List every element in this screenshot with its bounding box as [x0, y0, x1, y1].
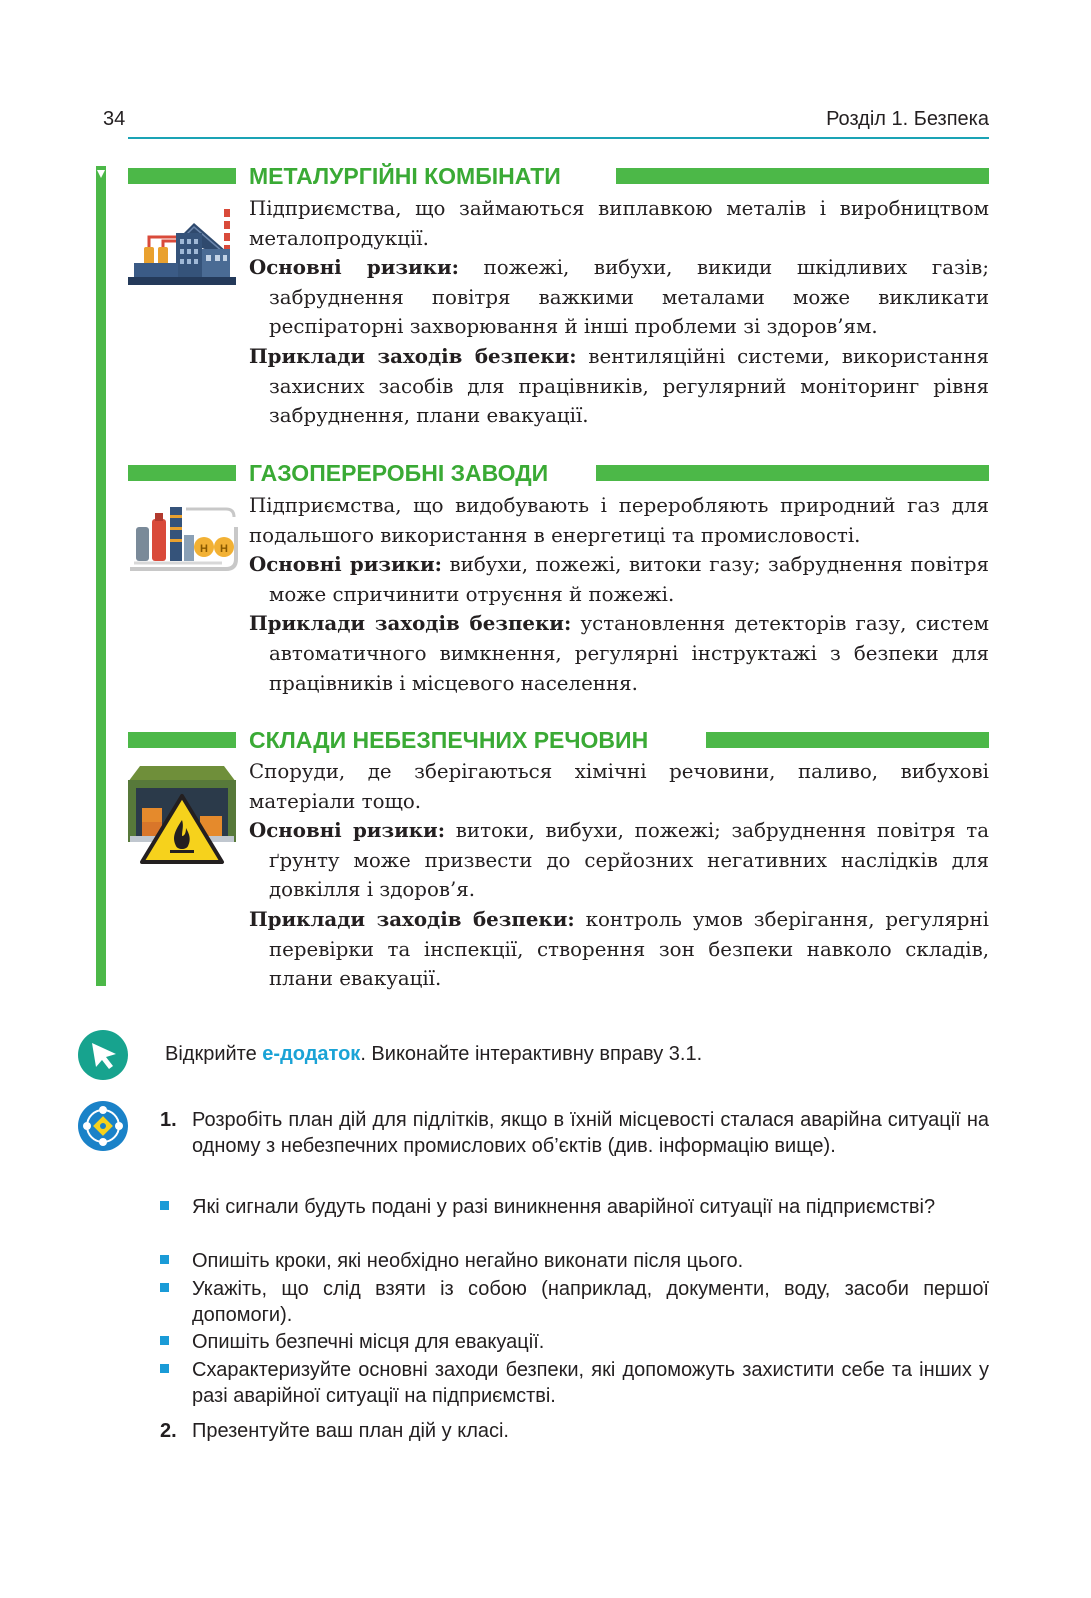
warehouse-fire-icon — [126, 760, 238, 866]
section-sidebar-bar — [96, 166, 106, 986]
sidebar-arrow-icon — [97, 170, 105, 178]
section-bar-right — [706, 732, 989, 748]
section-intro: Підприємства, що видобувають і переробляють природний газ для подальшого використання в енергетиці та промисловості. — [249, 494, 989, 547]
svg-text:H: H — [220, 543, 228, 555]
group-work-icon — [78, 1101, 128, 1151]
gas-plant-icon — [126, 497, 240, 577]
risks-label: Основні ризики: — [249, 818, 446, 843]
section-bar-left — [128, 465, 236, 481]
task-text — [192, 1107, 989, 1159]
task-1-text: Розробіть план дій для підлітків, якщо в їхній місцевості сталася аварійна ситуації на одному з небезпечних промислових об’єктів (див. інформацію вище). — [192, 1109, 989, 1157]
risks-text: пожежі, вибухи, викиди шкідливих газів; забруднення повітря важкими металами може викликати респіраторні захворювання й інші проблеми зі здоров’ям. — [269, 256, 989, 339]
task-bullet — [192, 1248, 989, 1274]
measures-text: вентиляційні системи, використання захисних засобів для працівників, регулярний моніторинг рівня забруднення, плани евакуації. — [269, 344, 989, 428]
bullet-text: Укажіть, що слід взяти із собою (наприклад, документи, воду, засоби першої допомоги). — [192, 1278, 989, 1326]
bullet-marker — [160, 1255, 169, 1264]
risks-paragraph — [249, 253, 989, 342]
task-number: 2. — [160, 1420, 177, 1442]
svg-text:H: H — [200, 543, 208, 555]
cursor-click-icon[interactable] — [78, 1030, 128, 1080]
task-bullet — [192, 1194, 989, 1220]
e-app-link[interactable]: е-додаток — [262, 1043, 361, 1065]
bullet-text: Які сигнали будуть подані у разі виникнення аварійної ситуації на підприємстві? — [192, 1196, 936, 1218]
section-bar-right — [616, 168, 989, 184]
factory-icon — [128, 203, 236, 285]
risks-paragraph — [249, 550, 989, 609]
risks-text: вибухи, пожежі, витоки газу; забруднення повітря може спричинити отруєння й пожежі. — [269, 553, 989, 606]
task-number: 1. — [160, 1109, 177, 1131]
measures-label: Приклади заходів безпеки: — [249, 906, 575, 931]
section-body — [249, 194, 989, 431]
task-bullet — [192, 1357, 989, 1409]
risks-label: Основні ризики: — [249, 552, 442, 577]
section-title: СКЛАДИ НЕБЕЗПЕЧНИХ РЕЧОВИН — [249, 727, 649, 753]
section-bar-right — [596, 465, 989, 481]
section-title: ГАЗОПЕРЕРОБНІ ЗАВОДИ — [249, 460, 549, 486]
task-2-text: Презентуйте ваш план дій у класі. — [192, 1420, 509, 1442]
section-bar-left — [128, 732, 236, 748]
measures-label: Приклади заходів безпеки: — [249, 611, 572, 636]
header-divider — [128, 137, 989, 139]
task-text — [192, 1418, 989, 1444]
measures-paragraph — [249, 609, 989, 698]
measures-text: контроль умов зберігання, регулярні перевірки та інспекції, створення зон безпеки навколо складів, плани евакуації. — [269, 907, 989, 991]
task-bullet — [192, 1329, 989, 1355]
bullet-marker — [160, 1283, 169, 1292]
bullet-text: Опишіть безпечні місця для евакуації. — [192, 1331, 545, 1353]
risks-label: Основні ризики: — [249, 255, 459, 280]
page-number: 34 — [103, 108, 126, 130]
bullet-marker — [160, 1201, 169, 1210]
measures-label: Приклади заходів безпеки: — [249, 343, 577, 368]
bullet-text: Схарактеризуйте основні заходи безпеки, які допоможуть захистити себе та інших у разі аварійної ситуації на підприємстві. — [192, 1359, 989, 1407]
section-body — [249, 757, 989, 994]
section-intro: Споруди, де зберігаються хімічні речовини, паливо, вибухові матеріали тощо. — [249, 760, 989, 813]
chapter-title: Розділ 1. Безпека — [826, 108, 989, 130]
page-header — [103, 108, 989, 138]
measures-paragraph — [249, 905, 989, 994]
section-title: МЕТАЛУРГІЙНІ КОМБІНАТИ — [249, 163, 561, 189]
section-body — [249, 491, 989, 698]
bullet-marker — [160, 1336, 169, 1345]
section-intro: Підприємства, що займаються виплавкою металів і виробництвом металопродукції. — [249, 197, 989, 250]
risks-text: витоки, вибухи, пожежі; забруднення повітря та ґрунту може призвести до серйозних негативних наслідків для довкілля і здоров’я. — [269, 819, 989, 902]
measures-text: установлення детекторів газу, систем автоматичного вимкнення, регулярні інструктажі з безпеки для працівників і місцевого населення. — [269, 612, 989, 695]
e-app-line — [165, 1041, 985, 1067]
e-app-suffix: . Виконайте інтерактивну вправу 3.1. — [360, 1043, 703, 1065]
risks-paragraph — [249, 816, 989, 905]
section-bar-left — [128, 168, 236, 184]
measures-paragraph — [249, 342, 989, 431]
e-app-prefix: Відкрийте — [165, 1043, 263, 1065]
bullet-text: Опишіть кроки, які необхідно негайно виконати після цього. — [192, 1250, 744, 1272]
task-bullet — [192, 1276, 989, 1328]
bullet-marker — [160, 1364, 169, 1373]
